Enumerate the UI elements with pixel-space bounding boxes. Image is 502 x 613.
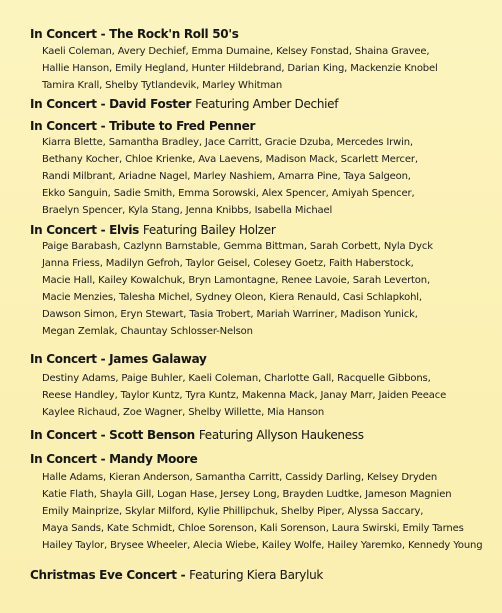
concert-title-main: In Concert - James Galaway [30,352,207,366]
performer-line: Hallie Hanson, Emily Hegland, Hunter Hildebrand, Darian King, Mackenzie Knobel [42,63,438,74]
performer-line: Braelyn Spencer, Kyla Stang, Jenna Knibbs, Isabella Michael [42,205,333,216]
concert-title [30,428,364,442]
concert-title [30,352,207,366]
concert-title [30,27,239,41]
concert-title-main: In Concert - The Rock'n Roll 50's [30,27,239,41]
concert-title-featuring: Featuring Bailey Holzer [142,223,276,237]
concert-title [30,452,197,466]
performer-line: Katie Flath, Shayla Gill, Logan Hase, Jersey Long, Brayden Ludtke, Jameson Magnien [42,489,452,500]
performer-line: Randi Milbrant, Ariadne Nagel, Marley Nashiem, Amarra Pine, Taya Salgeon, [42,171,411,182]
concert-title-main: In Concert - David Foster [30,97,192,111]
concert-title-main: In Concert - Scott Benson [30,428,195,442]
performer-line: Dawson Simon, Eryn Stewart, Tasia Trobert, Mariah Warriner, Madison Yunick, [42,309,418,320]
concert-title [30,97,338,111]
concert-title [30,568,323,582]
concert-title [30,223,275,237]
performer-line: Megan Zemlak, Chauntay Schlosser-Nelson [42,326,253,337]
concert-title-featuring: Featuring Amber Dechief [195,97,339,111]
performer-line: Paige Barabash, Cazlynn Barnstable, Gemma Bittman, Sarah Corbett, Nyla Dyck [42,241,433,252]
concert-title [30,119,255,133]
performer-line: Bethany Kocher, Chloe Krienke, Ava Laevens, Madison Mack, Scarlett Mercer, [42,154,418,165]
performer-line: Ekko Sanguin, Sadie Smith, Emma Sorowski, Alex Spencer, Amiyah Spencer, [42,188,415,199]
performer-line: Hailey Taylor, Brysee Wheeler, Alecia Wiebe, Kailey Wolfe, Hailey Yaremko, Kennedy Young [42,540,483,551]
concert-title-featuring: Featuring Kiera Baryluk [189,568,324,582]
performer-line: Kiarra Blette, Samantha Bradley, Jace Carritt, Gracie Dzuba, Mercedes Irwin, [42,137,413,148]
performer-line: Tamira Krall, Shelby Tytlandevik, Marley Whitman [42,80,283,91]
performer-line: Maya Sands, Kate Schmidt, Chloe Sorenson, Kali Sorenson, Laura Swirski, Emily Tarnes [42,523,464,534]
concert-title-main: In Concert - Elvis [30,223,140,237]
performer-line: Janna Friess, Madilyn Gefroh, Taylor Geisel, Colesey Goetz, Faith Haberstock, [42,258,414,269]
performer-line: Macie Menzies, Talesha Michel, Sydney Oleon, Kiera Renauld, Casi Schlapkohl, [42,292,422,303]
concert-title-main: In Concert - Tribute to Fred Penner [30,119,256,133]
performer-line: Reese Handley, Taylor Kuntz, Tyra Kuntz, Makenna Mack, Janay Marr, Jaiden Peeace [42,390,447,401]
performer-line: Kaeli Coleman, Avery Dechief, Emma Dumaine, Kelsey Fonstad, Shaina Gravee, [42,46,430,57]
performer-line: Destiny Adams, Paige Buhler, Kaeli Coleman, Charlotte Gall, Racquelle Gibbons, [42,373,431,384]
performer-line: Emily Mainprize, Skylar Milford, Kylie Phillipchuk, Shelby Piper, Alyssa Saccary, [42,506,424,517]
performer-line: Kaylee Richaud, Zoe Wagner, Shelby Willette, Mia Hanson [42,407,325,418]
concert-title-main: Christmas Eve Concert - [30,568,186,582]
concert-title-featuring: Featuring Allyson Haukeness [198,428,364,442]
performer-line: Macie Hall, Kailey Kowalchuk, Bryn Lamontagne, Renee Lavoie, Sarah Leverton, [42,275,430,286]
concert-title-main: In Concert - Mandy Moore [30,452,198,466]
performer-line: Halle Adams, Kieran Anderson, Samantha Carritt, Cassidy Darling, Kelsey Dryden [42,472,438,483]
